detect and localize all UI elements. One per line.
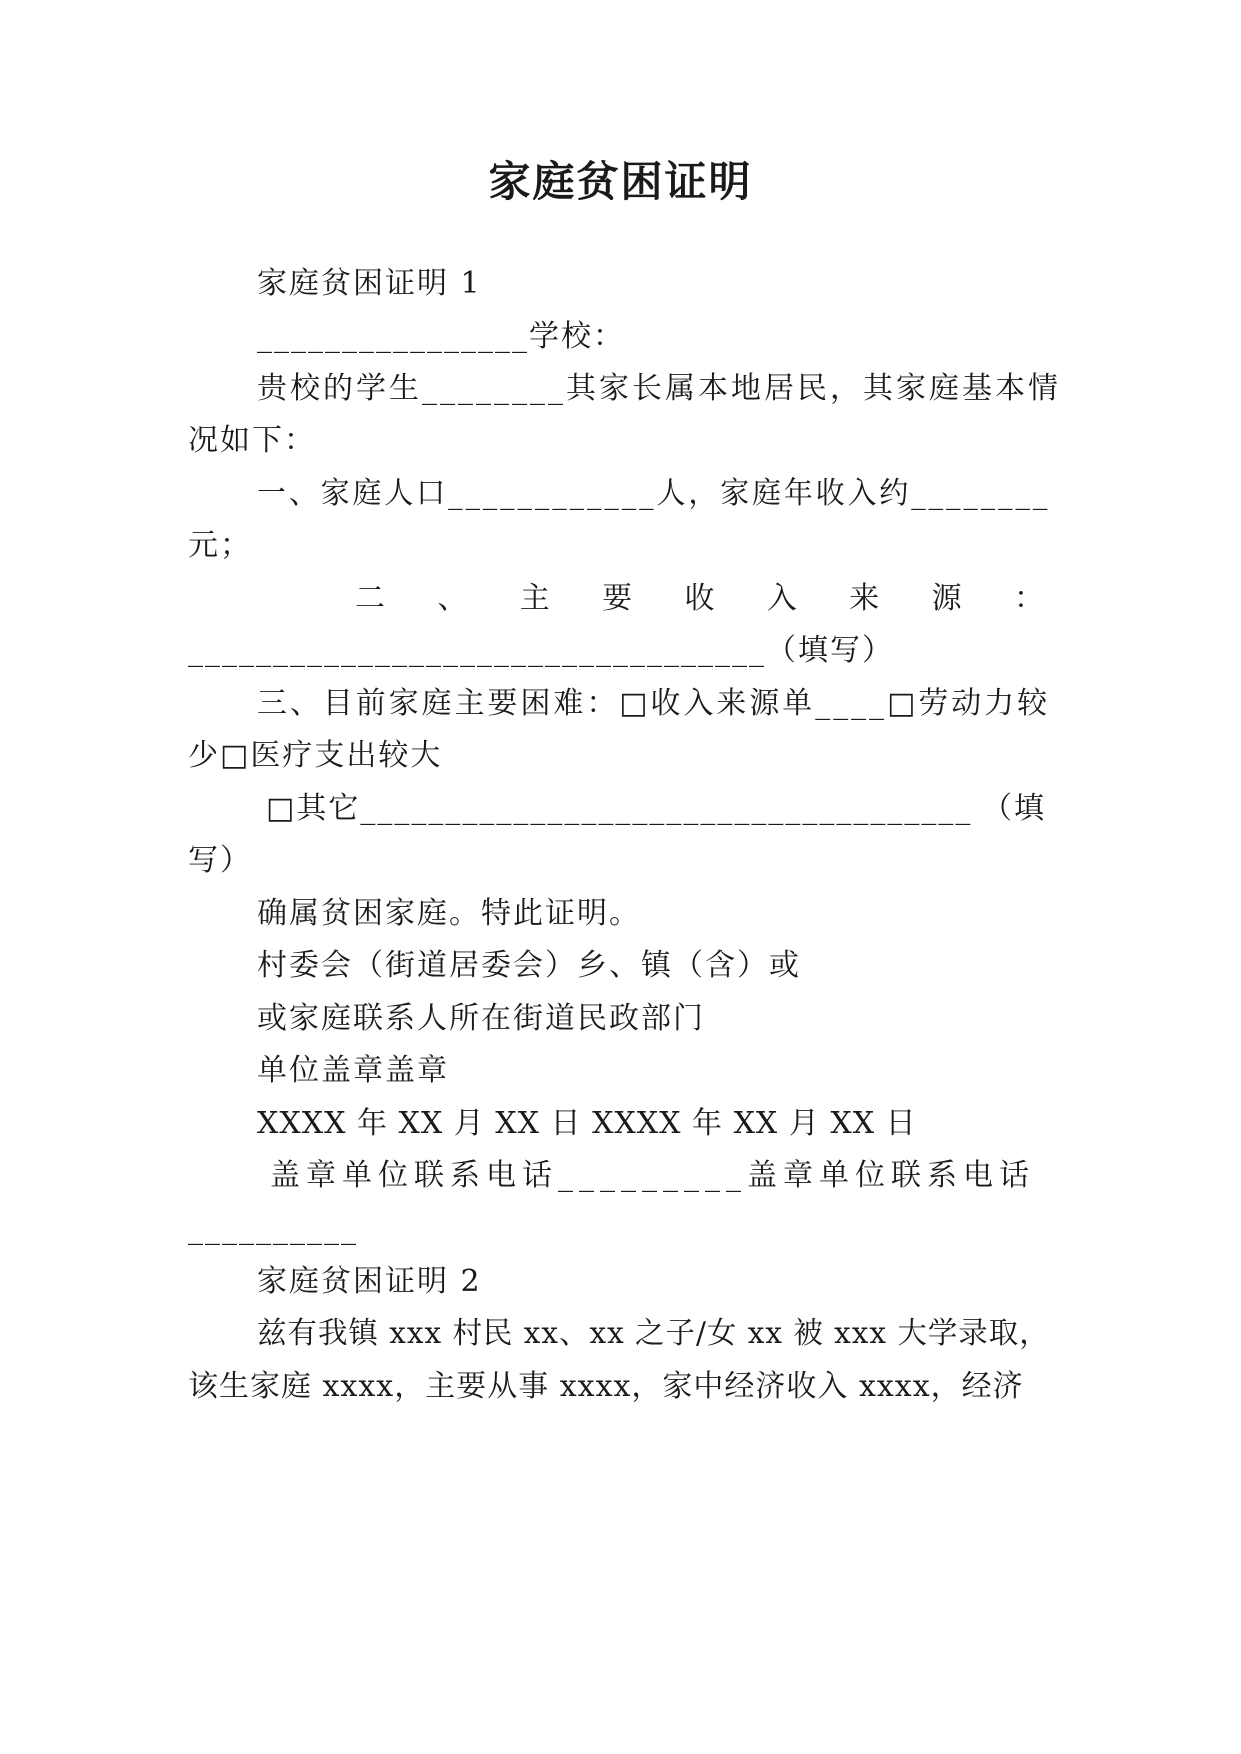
section1-heading: 家庭贫困证明 1 [257,266,482,301]
char: 要 [602,581,635,616]
item-income-source-heading [355,577,1046,621]
paragraph-line: 兹有我镇 xxx 村民 xx、xx 之子/女 xx 被 xxx 大学录取， [257,1316,1050,1351]
fill-note-cont: 写） [188,843,252,878]
char: 收 [684,581,717,616]
item-population-income-cont: 元； [188,528,252,563]
item-income-source-blank: __________________________________（填写） [188,633,894,668]
section2-heading: 家庭贫困证明 2 [257,1264,482,1299]
char: 主 [519,581,552,616]
date-line: XXXX 年 XX 月 XX 日 XXXX 年 XX 月 XX 日 [257,1106,917,1141]
paragraph-line: 该生家庭 xxxx，主要从事 xxxx，家中经济收入 xxxx，经济 [188,1369,1024,1404]
contact-phone-blank: __________ [188,1211,358,1246]
signature-line: 或家庭联系人所在街道民政部门 [257,1001,705,1036]
stamp-line: 单位盖章盖章 [257,1053,449,1088]
document-title: 家庭贫困证明 [488,157,753,206]
char: 源 [931,581,964,616]
other-option: □其它____________________________________ [266,791,973,826]
fill-note: （填 [982,791,1046,826]
paragraph-line: 贵校的学生________其家长属本地居民，其家庭基本情 [257,371,1061,406]
signature-line: 村委会（街道居委会）乡、镇（含）或 [257,948,801,983]
char: 二 [355,581,387,616]
item-population-income: 一、家庭人口____________人，家庭年收入约________ [257,476,1051,511]
item-other-line [266,787,1046,831]
char: 、 [437,581,470,616]
item-difficulties: 三、目前家庭主要困难：□收入来源单____□劳动力较 [257,686,1051,721]
confirmation-text: 确属贫困家庭。特此证明。 [257,896,641,931]
char: ： [1014,581,1046,616]
char: 入 [766,581,799,616]
contact-phone-line: 盖章单位联系电话_________盖章单位联系电话 [270,1158,1035,1193]
paragraph-line: 况如下： [188,423,316,458]
addressee-line: ________________学校： [257,319,625,354]
item-difficulties-cont: 少□医疗支出较大 [188,738,443,773]
char: 来 [849,581,882,616]
